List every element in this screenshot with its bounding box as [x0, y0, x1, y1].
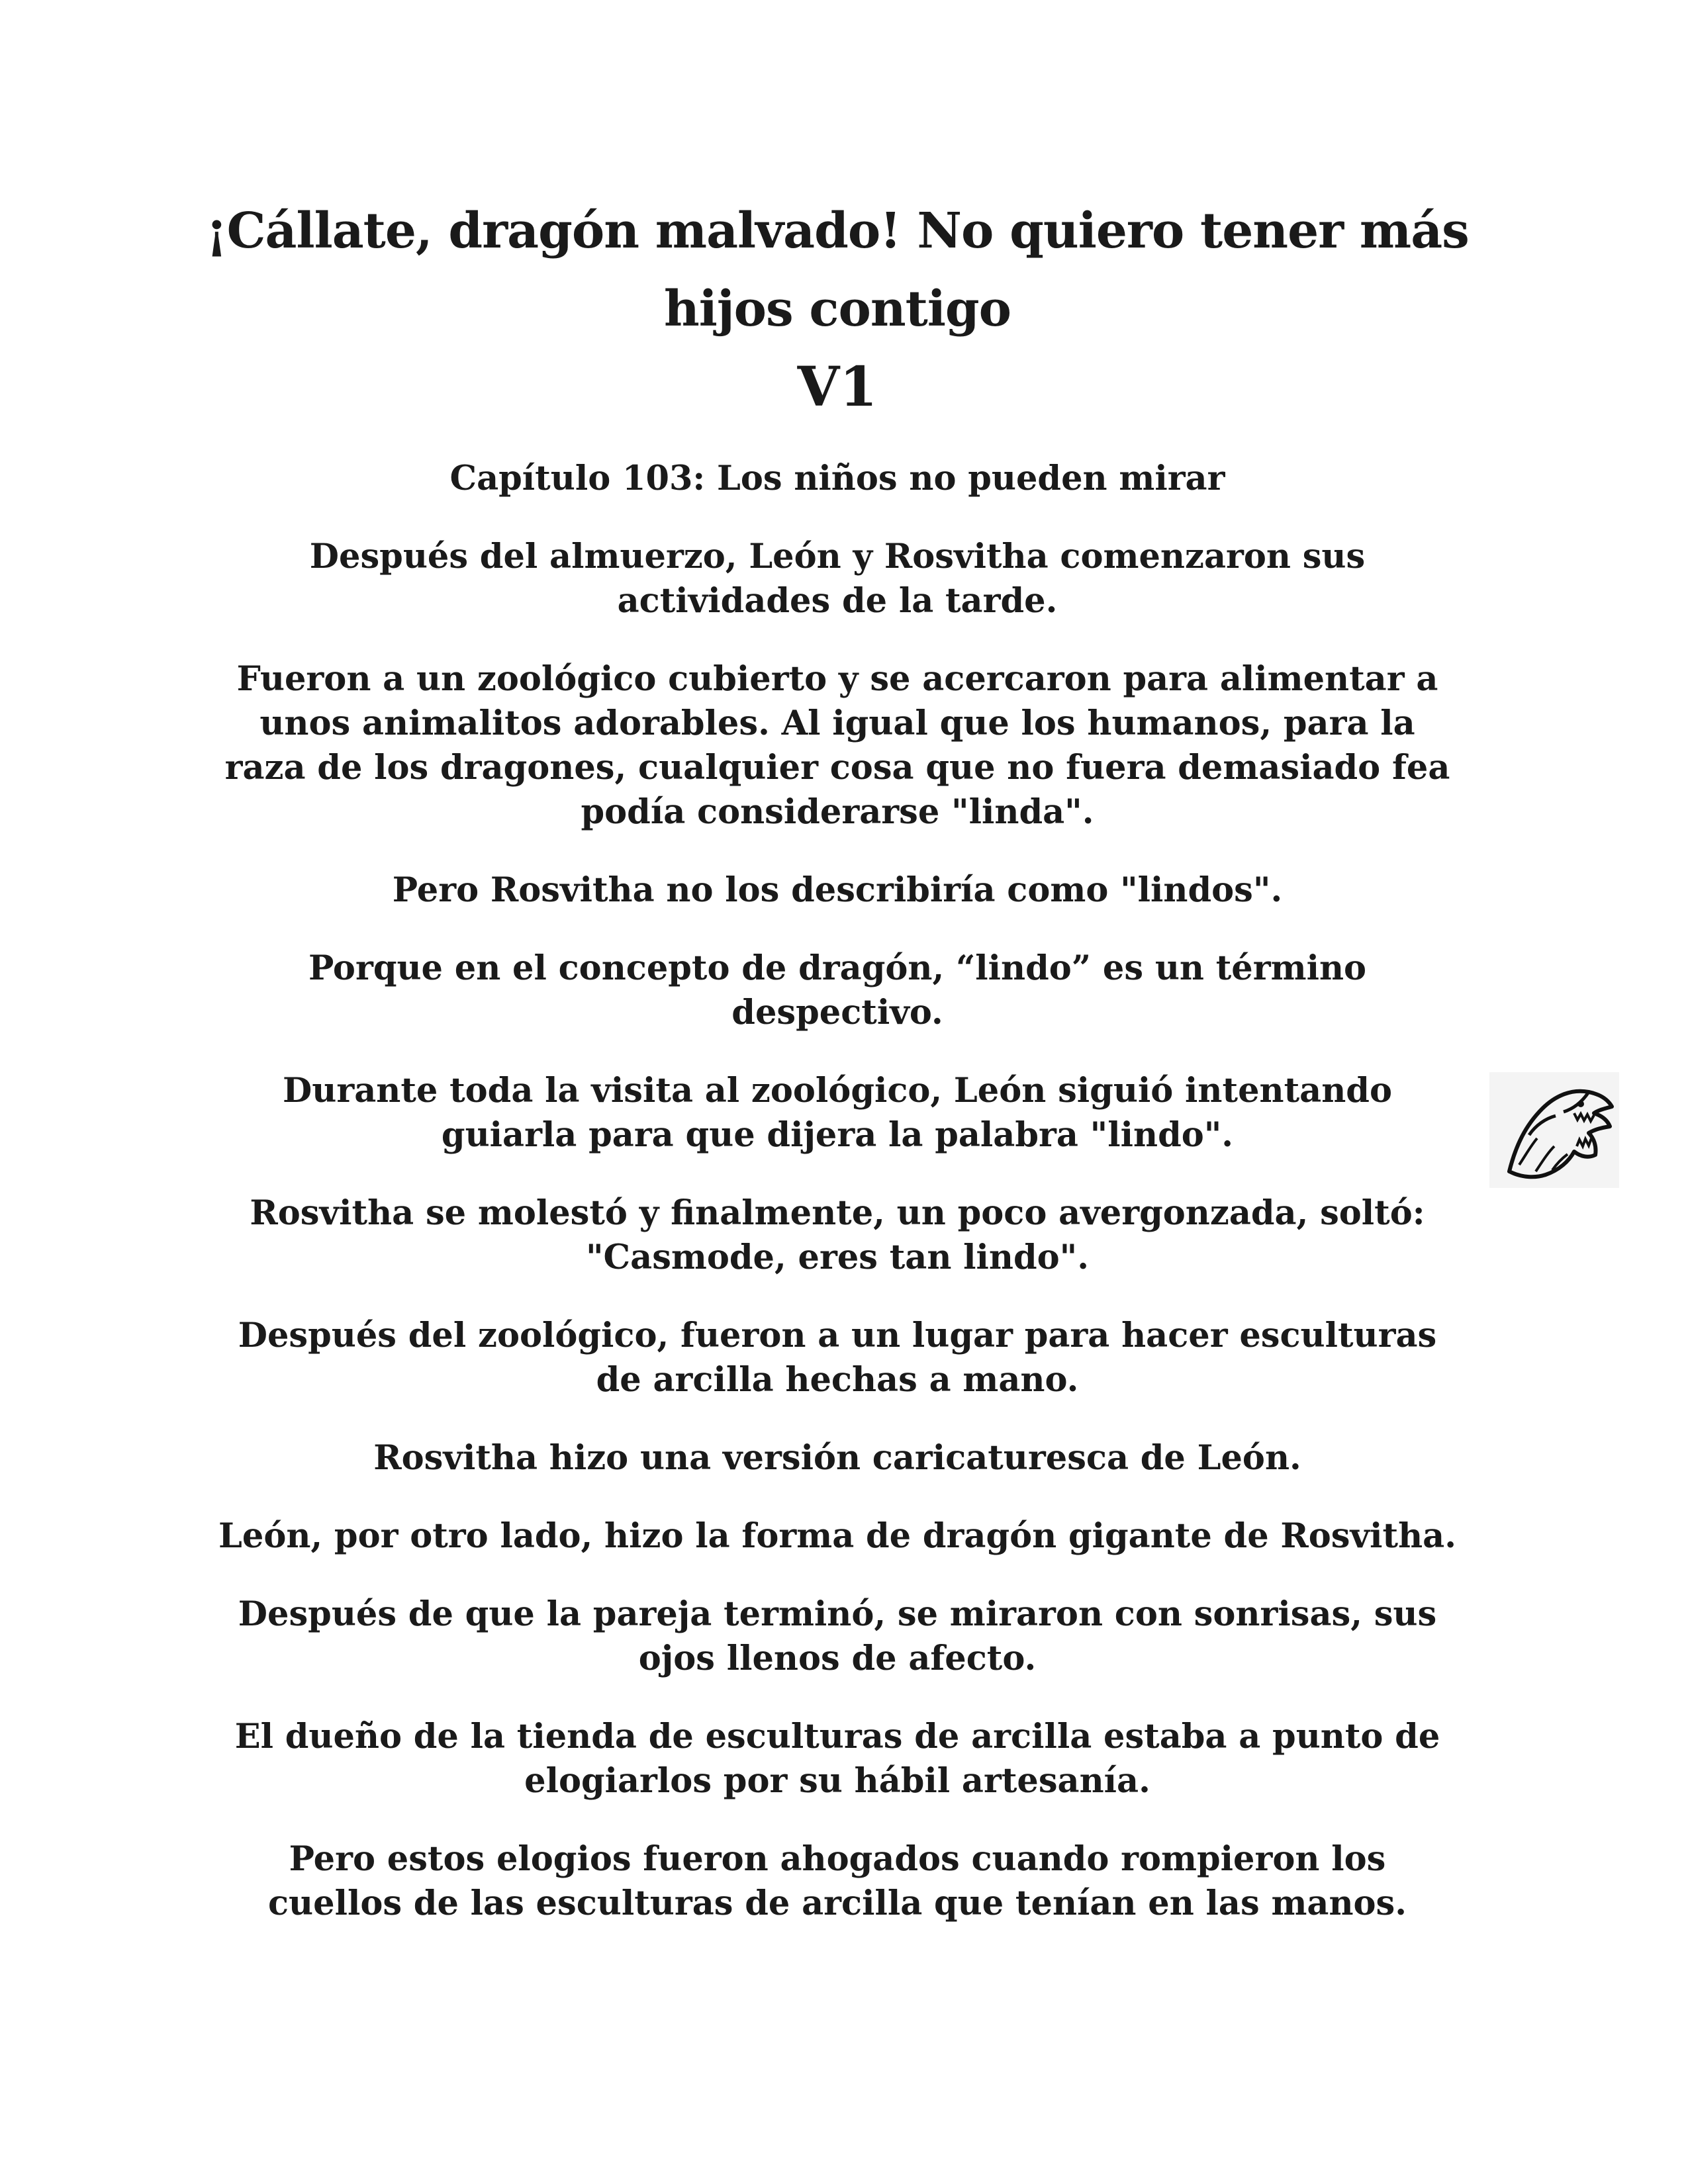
- paragraph: Porque en el concepto de dragón, “lindo” es un término despectivo.: [308, 948, 1367, 1032]
- volume-label: V1: [797, 355, 878, 419]
- paragraph: Rosvitha se molestó y finalmente, un poco avergonzada, soltó: "Casmode, eres tan lindo".: [250, 1193, 1425, 1277]
- document-title: ¡Cállate, dragón malvado! No quiero tener más hijos contigo: [206, 203, 1469, 338]
- paragraph: Pero Rosvitha no los describiría como "lindos".: [392, 870, 1283, 910]
- paragraph: Después del almuerzo, León y Rosvitha comenzaron sus actividades de la tarde.: [309, 537, 1366, 621]
- paragraph: Después del zoológico, fueron a un lugar para hacer esculturas de arcilla hechas a mano.: [238, 1316, 1437, 1400]
- chapter-body: [218, 457, 1456, 1960]
- paragraph: Durante toda la visita al zoológico, León siguió intentando guiarla para que dijera la palabra "lindo".: [283, 1071, 1392, 1155]
- dinosaur-head-icon: [1489, 1072, 1619, 1188]
- chapter-heading: Capítulo 103: Los niños no pueden mirar: [449, 459, 1225, 498]
- paragraph: Pero estos elogios fueron ahogados cuando rompieron los cuellos de las esculturas de arcilla que tenían en las manos.: [267, 1839, 1407, 1923]
- paragraph: El dueño de la tienda de esculturas de arcilla estaba a punto de elogiarlos por su hábil artesanía.: [234, 1717, 1440, 1801]
- paragraph: Después de que la pareja terminó, se miraron con sonrisas, sus ojos llenos de afecto.: [238, 1594, 1437, 1678]
- paragraph: León, por otro lado, hizo la forma de dragón gigante de Rosvitha.: [218, 1516, 1456, 1556]
- paragraph: Fueron a un zoológico cubierto y se acercaron para alimentar a unos animalitos adorables. Al igual que los humanos, para la raza de los dragones, cualquier cosa que no fuera demasiado fea podía considerarse "linda".: [224, 659, 1450, 832]
- paragraph: Rosvitha hizo una versión caricaturesca de León.: [373, 1438, 1301, 1478]
